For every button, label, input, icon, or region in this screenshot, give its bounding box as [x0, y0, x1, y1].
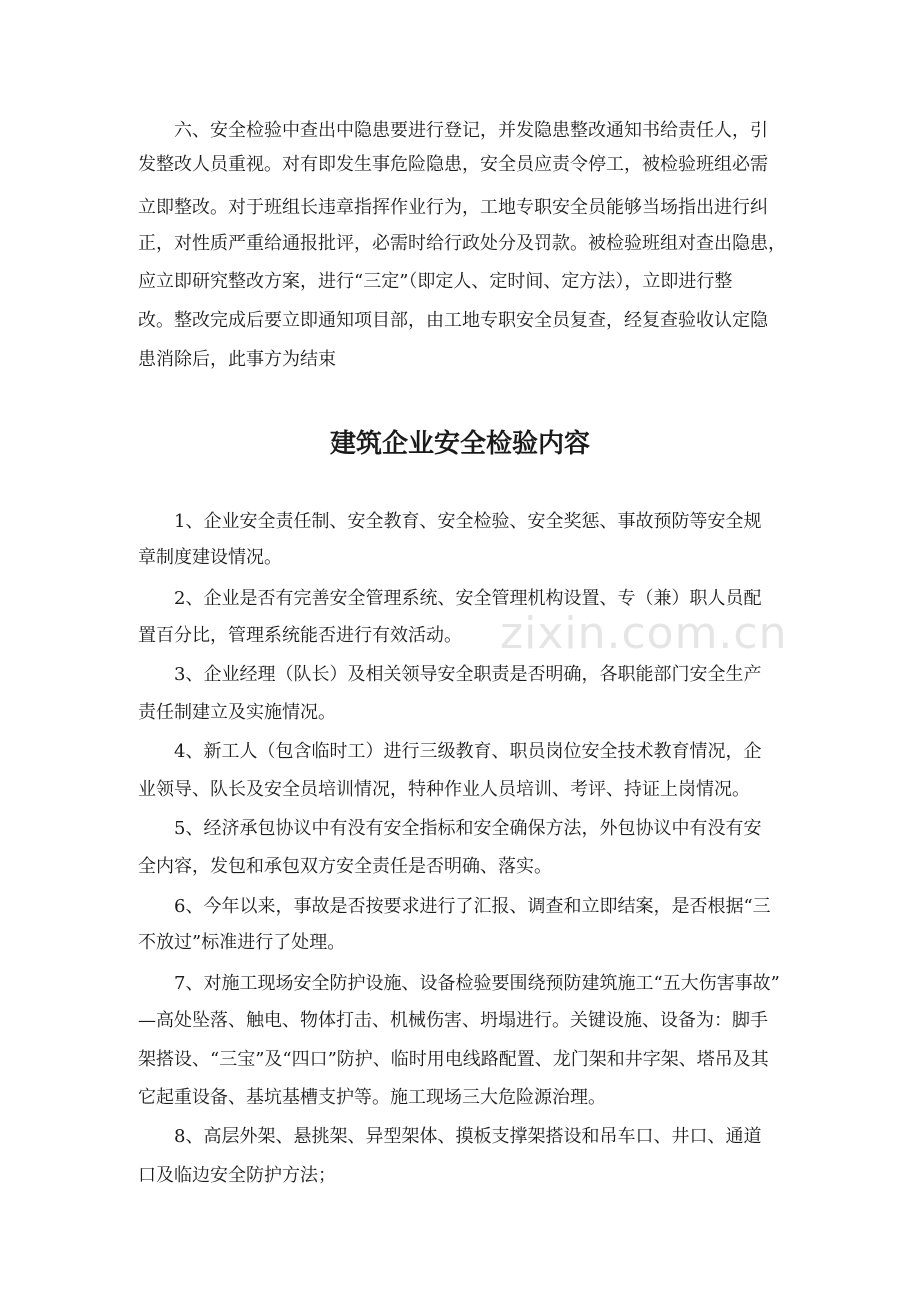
- list-item-line: 7、对施工现场安全防护设施、设备检验要围绕预防建筑施工“五大伤害事故”: [174, 973, 780, 994]
- watermark-text: zixin.com.cn: [500, 608, 788, 659]
- paragraph-six-line: 发整改人员重视。对有即发生事危险隐患，安全员应责令停工，被检验班组必需: [138, 154, 768, 175]
- list-item-line: 不放过”标准进行了处理。: [138, 932, 346, 953]
- list-item-line: 架搭设、“三宝”及“四口”防护、临时用电线路配置、龙门架和井字架、塔吊及其: [138, 1049, 769, 1070]
- paragraph-six-line: 改。整改完成后要立即通知项目部，由工地专职安全员复查，经复查验收认定隐: [138, 310, 768, 331]
- paragraph-six-line: 患消除后，此事方为结束: [138, 349, 336, 370]
- list-item-line: 6、今年以来，事故是否按要求进行了汇报、调查和立即结案，是否根据“三: [174, 896, 771, 917]
- paragraph-six-line: 六、安全检验中查出中隐患要进行登记，并发隐患整改通知书给责任人，引: [174, 120, 768, 141]
- list-item-line: 3、企业经理（队长）及相关领导安全职责是否明确，各职能部门安全生产: [174, 664, 762, 685]
- list-item-line: 2、企业是否有完善安全管理系统、安全管理机构设置、专（兼）职人员配: [174, 588, 762, 609]
- section-title: 建筑企业安全检验内容: [329, 429, 590, 459]
- list-item-line: 业领导、队长及安全员培训情况，特种作业人员培训、考评、持证上岗情况。: [138, 779, 750, 800]
- list-item-line: 口及临边安全防护方法；: [138, 1165, 336, 1186]
- list-item-line: 1、企业安全责任制、安全教育、安全检验、安全奖惩、事故预防等安全规: [174, 511, 762, 532]
- list-item-line: 8、高层外架、悬挑架、异型架体、摸板支撑架搭设和吊车口、井口、通道: [174, 1126, 762, 1147]
- list-item-line: —高处坠落、触电、物体打击、机械伤害、坍塌进行。关键设施、设备为：脚手: [138, 1010, 768, 1031]
- list-item-line: 责任制建立及实施情况。: [138, 702, 336, 723]
- list-item-line: 章制度建设情况。: [138, 547, 282, 568]
- paragraph-six-line: 正，对性质严重给通报批评，必需时给行政处分及罚款。被检验班组对查出隐患，: [138, 233, 786, 254]
- list-item-line: 置百分比，管理系统能否进行有效活动。: [138, 625, 462, 646]
- paragraph-six-line: 立即整改。对于班组长违章指挥作业行为，工地专职安全员能够当场指出进行纠: [138, 197, 768, 218]
- list-item-line: 全内容，发包和承包双方安全责任是否明确、落实。: [138, 856, 552, 877]
- list-item-line: 它起重设备、基坑基槽支护等。施工现场三大危险源治理。: [138, 1087, 606, 1108]
- list-item-line: 4、新工人（包含临时工）进行三级教育、职员岗位安全技术教育情况，企: [174, 741, 762, 762]
- list-item-line: 5、经济承包协议中有没有安全指标和安全确保方法，外包协议中有没有安: [174, 818, 762, 839]
- paragraph-six-line: 应立即研究整改方案，进行“三定”（即定人、定时间、定方法），立即进行整: [138, 271, 733, 292]
